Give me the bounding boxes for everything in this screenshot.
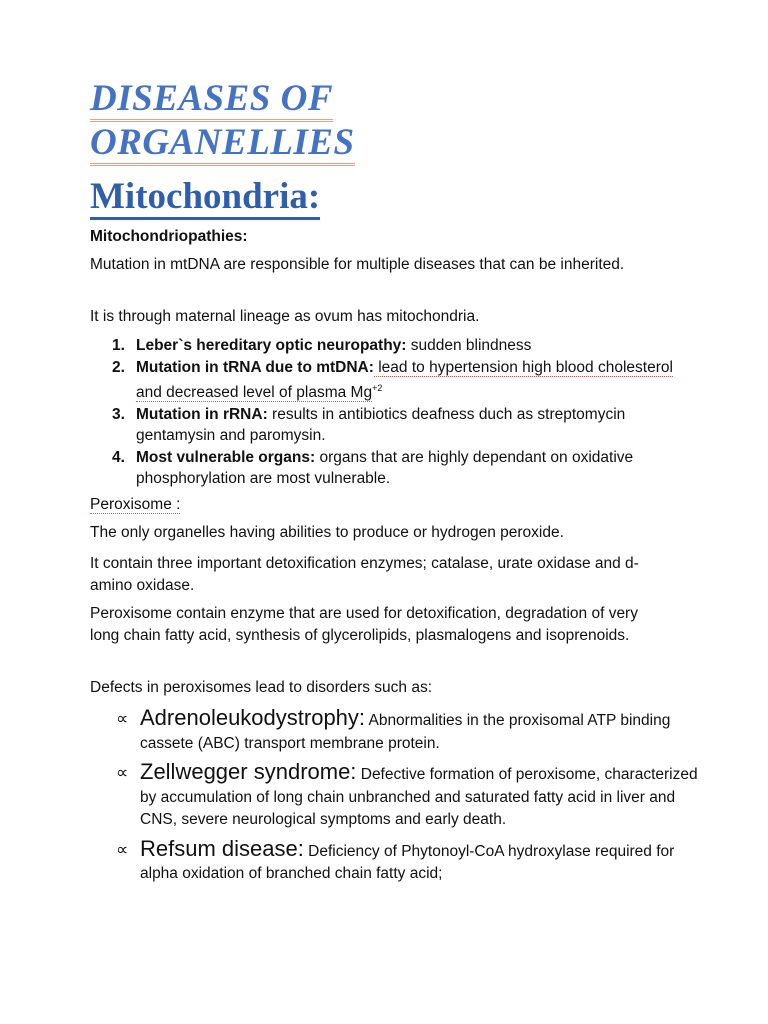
paragraph-peroxisome-hydrogen-peroxide: The only organelles having abilities to produce or hydrogen peroxide. (90, 524, 564, 541)
list-item: 4. Most vulnerable organs: organs that are highly dependant on oxidative phosphorylation are most vulnerable. (112, 448, 634, 488)
list-item: 3. Mutation in rRNA: results in antibiotics deafness duch as streptomycin gentamysin and paromysin. (112, 405, 626, 445)
document-title-line-1 (90, 80, 333, 122)
mito-disease-list (90, 335, 700, 490)
peroxisome-heading: Peroxisome : (90, 496, 181, 513)
list-item: ∝ Refsum disease: Deficiency of Phytonoyl-CoA hydroxylase required for alpha oxidation of branched chain fatty acid; (116, 835, 675, 882)
paragraph-maternal-lineage: It is through maternal lineage as ovum has mitochondria. (90, 308, 480, 325)
subheading-mitochondriopathies: Mitochondriopathies: (90, 228, 248, 245)
paragraph-defects: Defects in peroxisomes lead to disorders such as: (90, 679, 433, 696)
proportional-bullet-icon: ∝ (116, 839, 129, 859)
paragraph-detox-enzymes: It contain three important detoxification enzymes; catalase, urate oxidase and d-amino oxidase. (90, 555, 639, 594)
peroxisome-disorder-list (90, 707, 700, 886)
list-item: ∝ Adrenoleukodystrophy: Abnormalities in the proxisomal ATP binding cassete (ABC) transport membrane protein. (116, 705, 671, 752)
paragraph-peroxisome-functions: Peroxisome contain enzyme that are used for detoxification, degradation of very long chain fatty acid, synthesis of glycerolipids, plasmalogens and isoprenoids. (90, 605, 638, 644)
list-item: 1. Leber`s hereditary optic neuropathy: sudden blindness (112, 337, 532, 354)
list-item: 2. Mutation in tRNA due to mtDNA: lead to hypertension high blood cholesterol and decreased level of plasma $Mg^{+2}$ (112, 358, 673, 402)
section-heading-mitochondria: Mitochondria: (90, 178, 320, 215)
proportional-bullet-icon: ∝ (116, 763, 129, 782)
title-text-2: ORGANELLIES (90, 124, 355, 166)
list-item: ∝ Zellwegger syndrome: Defective formation of peroxisome, characterized by accumulation of long chain unbranched and saturated fatty acid in liver and CNS, severe neurological symptoms and early death. (116, 759, 698, 828)
title-text-1: DISEASES OF (90, 80, 333, 122)
document-title-line-2 (90, 124, 355, 166)
proportional-bullet-icon: ∝ (116, 709, 129, 728)
paragraph-mtdna: Mutation in mtDNA are responsible for multiple diseases that can be inherited. (90, 256, 625, 273)
